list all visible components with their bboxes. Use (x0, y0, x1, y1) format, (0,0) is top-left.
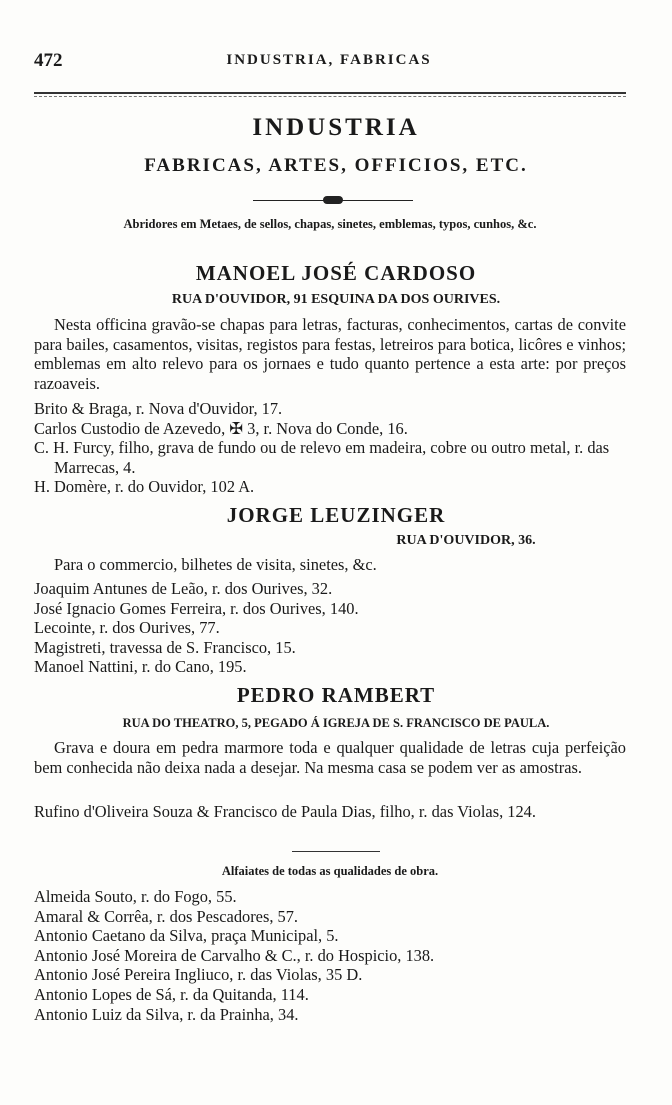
list-item: Amaral & Corrêa, r. dos Pescadores, 57. (34, 906, 299, 926)
list-item: C. H. Furcy, filho, grava de fundo ou de relevo em madeira, cobre ou outro metal, r. das Marrecas, 4. (34, 438, 610, 477)
section-heading-alfaiates: Alfaiates de todas as qualidades de obra. (221, 864, 439, 878)
section-divider (292, 851, 380, 852)
firm-address-rambert: RUA DO THEATRO, 5, PEGADO Á IGREJA DE S. FRANCISCO DE PAULA. (122, 716, 550, 730)
firm-name-leuzinger: JORGE LEUZINGER (226, 503, 446, 527)
entries-alfaiates (34, 887, 626, 1024)
firm-description-leuzinger: Para o commercio, bilhetes de visita, sinetes, &c. (54, 555, 377, 574)
list-item: Brito & Braga, r. Nova d'Ouvidor, 17. (34, 399, 283, 418)
entries-group-1 (34, 399, 626, 497)
list-item: Rufino d'Oliveira Souza & Francisco de Paula Dias, filho, r. das Violas, 124. (34, 802, 536, 821)
entries-group-2 (34, 579, 626, 677)
running-title: INDUSTRIA, FABRICAS (226, 52, 432, 68)
list-item: Manoel Nattini, r. do Cano, 195. (34, 657, 247, 677)
firm-description-cardoso: Nesta officina gravão-se chapas para letras, facturas, conhecimentos, cartas de convite para bailes, casamentos, visitas, registos para festas, letreiros para botica, licôres e vinhos; emblemas em alto relevo para os jornaes e tudo quanto pertence a esta arte: por preços razoaveis. (34, 315, 626, 393)
list-item: Joaquim Antunes de Leão, r. dos Ourives, 32. (34, 579, 333, 598)
ornament-divider (253, 196, 413, 204)
list-item: Almeida Souto, r. do Fogo, 55. (34, 887, 237, 906)
firm-address-cardoso: RUA D'OUVIDOR, 91 ESQUINA DA DOS OURIVES. (171, 292, 501, 307)
entries-group-3 (34, 802, 626, 822)
running-header (34, 50, 624, 74)
title-industria: INDUSTRIA (252, 114, 420, 141)
section-heading-abridores: Abridores em Metaes, de sellos, chapas, sinetes, emblemas, typos, cunhos, &c. (123, 217, 537, 231)
list-item: Magistreti, travessa de S. Francisco, 15. (34, 637, 296, 657)
header-rule-dotted (34, 96, 626, 97)
page-number: 472 (34, 50, 63, 71)
list-item: José Ignacio Gomes Ferreira, r. dos Ourives, 140. (34, 598, 359, 618)
list-item: Carlos Custodio de Azevedo, ✠ 3, r. Nova do Conde, 16. (34, 418, 408, 438)
firm-address-leuzinger: RUA D'OUVIDOR, 36. (396, 533, 536, 548)
list-item: Lecointe, r. dos Ourives, 77. (34, 618, 220, 638)
list-item: Antonio José Moreira de Carvalho & C., r. do Hospicio, 138. (34, 945, 435, 965)
title-fabricas: FABRICAS, ARTES, OFFICIOS, ETC. (144, 155, 528, 176)
list-item: Antonio Caetano da Silva, praça Municipal, 5. (34, 926, 339, 946)
firm-name-cardoso: MANOEL JOSÉ CARDOSO (195, 261, 477, 285)
list-item: Antonio Luiz da Silva, r. da Prainha, 34. (34, 1004, 299, 1024)
list-item: H. Domère, r. do Ouvidor, 102 A. (34, 477, 255, 497)
header-rule (34, 92, 626, 94)
list-item: Antonio José Pereira Ingliuco, r. das Violas, 35 D. (34, 965, 363, 985)
firm-description-rambert: Grava e doura em pedra marmore toda e qualquer qualidade de letras cuja perfeição bem conhecida não deixa nada a desejar. Na mesma casa se podem ver as amostras. (34, 738, 626, 777)
firm-name-rambert: PEDRO RAMBERT (236, 683, 436, 707)
list-item: Antonio Lopes de Sá, r. da Quitanda, 114. (34, 984, 309, 1004)
